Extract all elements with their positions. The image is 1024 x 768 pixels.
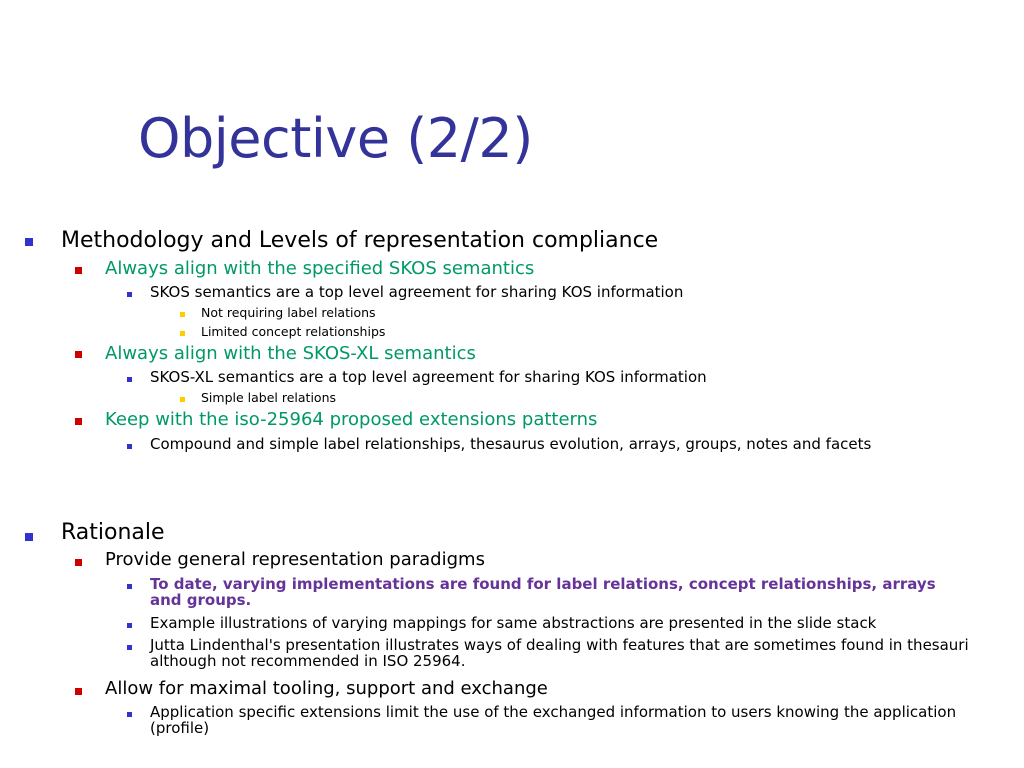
bullet-skos-semantics: Always align with the specified SKOS semantics bbox=[105, 258, 535, 279]
level2-bullet-icon bbox=[75, 418, 82, 425]
bullet-not-requiring-label: Not requiring label relations bbox=[201, 305, 376, 320]
level4-bullet-icon bbox=[180, 331, 185, 336]
bullet-methodology: Methodology and Levels of representation compliance bbox=[61, 228, 659, 253]
level4-bullet-icon bbox=[180, 397, 185, 402]
bullet-varying-implementations: To date, varying implementations are found for label relations, concept relationships, arrays and groups. bbox=[150, 575, 936, 609]
level3-bullet-icon bbox=[127, 623, 132, 628]
bullet-maximal-tooling: Allow for maximal tooling, support and exchange bbox=[105, 678, 548, 699]
bullet-skos-top-level: SKOS semantics are a top level agreement for sharing KOS information bbox=[150, 283, 684, 301]
bullet-skosxl-semantics: Always align with the SKOS-XL semantics bbox=[105, 343, 476, 364]
level3-bullet-icon bbox=[127, 377, 132, 382]
bullet-general-paradigms: Provide general representation paradigms bbox=[105, 549, 485, 570]
level2-bullet-icon bbox=[75, 351, 82, 358]
level2-bullet-icon bbox=[75, 267, 82, 274]
bullet-simple-label: Simple label relations bbox=[201, 390, 337, 405]
level3-bullet-icon bbox=[127, 584, 132, 589]
bullet-example-illustrations: Example illustrations of varying mappings for same abstractions are presented in the slide stack bbox=[150, 614, 877, 632]
bullet-skosxl-top-level: SKOS-XL semantics are a top level agreement for sharing KOS information bbox=[150, 368, 707, 386]
level1-bullet-icon bbox=[25, 238, 33, 246]
bullet-jutta-presentation: Jutta Lindenthal's presentation illustrates ways of dealing with features that are sometimes found in thesauri although not recommended in ISO 25964. bbox=[150, 636, 969, 670]
level3-bullet-icon bbox=[127, 444, 132, 449]
level3-bullet-icon bbox=[127, 645, 132, 650]
level4-bullet-icon bbox=[180, 312, 185, 317]
level2-bullet-icon bbox=[75, 688, 82, 695]
level3-bullet-icon bbox=[127, 292, 132, 297]
bullet-iso-extensions: Keep with the iso-25964 proposed extensions patterns bbox=[105, 409, 598, 430]
bullet-rationale: Rationale bbox=[61, 520, 165, 545]
bullet-application-extensions: Application specific extensions limit the use of the exchanged information to users knowing the application (profile) bbox=[150, 703, 957, 737]
level2-bullet-icon bbox=[75, 559, 82, 566]
bullet-limited-concept: Limited concept relationships bbox=[201, 324, 386, 339]
level1-bullet-icon bbox=[25, 533, 33, 541]
level3-bullet-icon bbox=[127, 712, 132, 717]
slide-title: Objective (2/2) bbox=[138, 107, 533, 170]
bullet-compound-label: Compound and simple label relationships, thesaurus evolution, arrays, groups, notes and facets bbox=[150, 435, 872, 453]
